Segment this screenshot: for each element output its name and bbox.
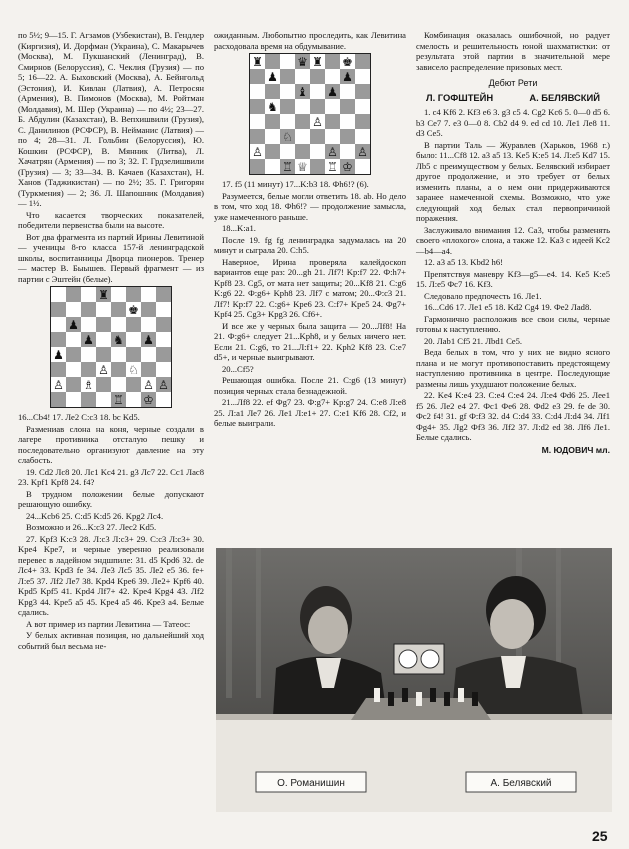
chess-piece: ♛	[297, 55, 308, 69]
chess-piece: ♕	[297, 160, 308, 174]
moves: 19. Cd2 Лc8 20. Лc1 Kc4 21. g3 Лc7 22. Cc1 Лac8 23. Kpf1 Kpf8 24. f4?	[18, 466, 204, 487]
paragraph: После 19. fg fg ленинградка задумалась на 20 минут и сыграла 20. C:h5.	[214, 234, 406, 255]
moves: 17. f5 (11 минут) 17...K:b3 18. Фh6!? (6).	[222, 179, 369, 189]
photo-chess-piece	[402, 688, 408, 702]
chess-piece: ♚	[342, 55, 353, 69]
chess-piece: ♘	[282, 130, 293, 144]
paragraph: А вот пример из партии Левитина — Татеос:	[26, 618, 191, 629]
chess-diagram-2	[249, 53, 371, 175]
paragraph: Размениав слона на коня, черные создали в лагере противника отсталую пешку и последовательно организуют давление на эту слабость.	[18, 423, 204, 465]
chess-piece: ♙	[312, 115, 323, 129]
moves: 18...K:a1.	[222, 223, 256, 233]
opening-title: Дебют Рети	[488, 78, 538, 88]
chess-piece: ♙	[357, 145, 368, 159]
moves: 24...Kcb6 25. C:d5 K:d5 26. Kpg2 Лc4.	[26, 510, 164, 521]
chess-piece: ♜	[98, 288, 109, 302]
moves: 20. Лab1 Cf5 21. Лbd1 Ce5.	[424, 335, 523, 346]
chess-piece: ♙	[327, 145, 338, 159]
white-player: Л. ГОФШТЕЙН	[426, 91, 494, 103]
chess-piece: ♟	[68, 318, 79, 332]
moves: 22. Ke4 K:e4 23. C:e4 C:e4 24. Л:e4 Фd6 25. Лee1 f5 26. Лe2 e4 27. Фc1 Фe6 28. Фd2 e3 29. fe de 30. Фc2 f4! 31. gf Ф:f3 32. d4 C:d4 33. C:d4 Л:d4 34. Лf1 Фg4+ 35. Лg2 Фf3 36. Лf2 37. Л:d2 ed 38. Лf6 Лe1. Белые сдались.	[416, 390, 610, 442]
paragraph: Следовало предпочесть 16. Лe1.	[424, 290, 542, 301]
chess-piece: ♖	[327, 160, 338, 174]
paragraph: Разумеется, белые могли ответить 18. ab. Но дело в том, что ход 18. Фh6!? — продолжение замысла, уже намеченного раньше.	[214, 190, 406, 222]
black-player: А. БЕЛЯВСКИЙ	[529, 91, 600, 103]
paragraph: У белых активная позиция, но дальнейший ход событий был весьма не-	[18, 630, 204, 651]
players-line	[426, 93, 600, 104]
paragraph: Возможно и 26...K:c3 27. Лec2 Kd5.	[26, 522, 157, 532]
chess-piece: ♗	[83, 378, 94, 392]
paragraph: Гармонично расположив все свои силы, черные готовы к наступлению.	[416, 313, 610, 334]
chess-piece: ♝	[297, 85, 308, 99]
moves: 16...Cd6 17. Лe1 e5 18. Kd2 Cg4 19. Фe2 Лad8.	[424, 302, 592, 312]
chess-piece: ♟	[143, 333, 154, 347]
plate-left: О. Романишин	[277, 778, 345, 789]
chess-piece: ♙	[252, 145, 263, 159]
page-number: 25	[592, 828, 608, 844]
photo-chess-piece	[374, 688, 380, 702]
chess-piece: ♙	[143, 378, 154, 392]
paragraph: Заслуживало внимания 12. Ca3, чтобы разменять своего «плохого» слона, а также 12. Ka3 с идеей Kc2—b4—a4.	[416, 224, 610, 256]
text-column-right	[416, 30, 610, 455]
text-column-middle	[214, 30, 406, 430]
author-signature: М. ЮДОВИЧ мл.	[541, 444, 610, 455]
chessboard-grid	[51, 287, 171, 407]
chess-piece: ♜	[252, 55, 263, 69]
photo-chess-piece	[472, 692, 478, 706]
paragraph: Наверное, Ирина проверяла калейдоскоп вариантов еще раз: 20...gh 21. Лf7! Kp:f7 22. Ф:h7+ Kpf8 23. Cg5, от мата нет защиты; 20...Kf8 21. C:g6 K:g6 22. Ф:g6+ Kph8 23. Лf7 с матом; 20...Ф:c3 21. Лf7! Kp:f7 22. C:g6+ Kpe6 23. C:f7+ Kpe5 24. Фg7+ Kpf4 25. Cg3+ Kpg3 26. Cf6+.	[214, 256, 406, 319]
paragraph: В трудном положении белые допускают решающую ошибку.	[18, 488, 204, 509]
paragraph: Что касается творческих показателей, победители первенства были на высоте.	[18, 209, 204, 230]
moves: 1. c4 Kf6 2. Kf3 e6 3. g3 c5 4. Cg2 Kc6 5. 0—0 d5 6. b3 Ce7 7. e3 0—0 8. Cb2 d4 9. ed cd 10. Лe1 Лe8 11. d3 Ce5.	[416, 107, 610, 138]
paragraph: И все же у черных была защита — 20...Лf8! На 21. Ф:g6+ следует 21...Kph8, и у белых ничего нет. Если 21. C:g6, то 21...Л:f1+ 22. Kph2 Kf8 23. C:e7 d5+, и черные выигрывают.	[214, 320, 406, 362]
plate-right: А. Белявский	[490, 778, 552, 789]
text-column-left	[18, 30, 204, 652]
chess-piece: ♖	[282, 160, 293, 174]
chess-piece: ♟	[327, 85, 338, 99]
chess-piece: ♟	[83, 333, 94, 347]
chessboard-grid	[250, 54, 370, 174]
chess-piece: ♜	[312, 55, 323, 69]
chess-piece: ♟	[53, 348, 64, 362]
photo-chess-piece	[458, 688, 464, 702]
paragraph: Решающая ошибка. После 21. C:g6 (13 минут) позиция черных стала безнадежной.	[214, 375, 406, 396]
chess-piece: ♙	[158, 378, 169, 392]
chess-piece: ♘	[128, 363, 139, 377]
paragraph: Препятствуя маневру Kf3—g5—e4. 14. Ke5 K:e5 15. Л:e5 Фc7 16. Kf3.	[416, 268, 610, 289]
photo-chess-piece	[444, 692, 450, 706]
chess-piece: ♞	[113, 333, 124, 347]
tournament-photo	[216, 548, 612, 812]
paragraph: ожиданным. Любопытно проследить, как Левитина расходовала время на обдумывание.	[214, 30, 406, 51]
chess-piece: ♟	[342, 70, 353, 84]
paragraph: Веда белых в том, что у них не видно ясного плана и не могут противопоставить предстоящему наступлению противника в центре. Последующие размены лишь ухудшают положение белых.	[416, 347, 610, 389]
chess-piece: ♙	[53, 378, 64, 392]
moves: 20...Cf5?	[222, 363, 254, 374]
photo-chess-piece	[416, 692, 422, 706]
moves: 12. a3 a5 13. Kbd2 h6!	[424, 257, 504, 267]
chess-piece: ♔	[342, 160, 353, 174]
paragraph: В партии Таль — Журавлев (Харьков, 1968 г.) было: 11...Cf8 12. a3 a5 13. Ke5 K:e5 14. Л:e5 Kd7 15. Лb5 с преимуществом у белых. Белявский избирает другое продолжение, и это требует от белых изменить планы, а о нем они придерживаются заранее намеченной схемы. Возможно, что уже следующий ход белых стал первопричиной поражения.	[416, 139, 610, 223]
paragraph: Вот два фрагмента из партий Ирины Левитиной — ученицы 8-го класса 157-й ленинградской школы, воспитанницы Дворца пионеров. Тренер — мастер В. Быышев. Первый фрагмент — из партии с Эштейн (белые).	[18, 231, 204, 284]
moves: 21...Лf8 22. ef Фg7 23. Ф:g7+ Kp:g7 24. C:e8 Л:e8 25. Л:a1 Лe7 26. Лe1 Л:e1+ 27. C:e1 Kf6 28. Cf2, и белые выиграли.	[214, 397, 406, 428]
chess-piece: ♞	[267, 100, 278, 114]
chess-piece: ♚	[128, 303, 139, 317]
moves: 16...Cb4! 17. Ле2 C:c3 18. bc Kd5.	[18, 412, 140, 422]
paragraph: Комбинация оказалась ошибочной, но радует смелость и решительность юной шахматистки: от результата этой партии в значительной мере зависело распределение призовых мест.	[416, 30, 610, 72]
chess-piece: ♖	[113, 393, 124, 407]
chess-piece: ♔	[143, 393, 154, 407]
chess-diagram-1	[50, 286, 172, 408]
chess-piece: ♙	[98, 363, 109, 377]
chess-piece: ♟	[267, 70, 278, 84]
moves: 27. Kpf3 K:c3 28. Л:c3 Л:c3+ 29. C:c3 Л:c3+ 30. Kpe4 Kpe7, и черные уверенно реализовали перевес в ладейном эндшпиле: 31. d5 Kpd6 32. de Лc4+ 33. Kpd3 fe 34. Лe3 Лc5 35. Лe2 e5 36. fe+ Л:e5 37. Лf2 Лe7 38. Kpd4 Kpe6 39. Лe2+ Kpf6 40. Kpd5 Kpf5 41. Kpd4 Лf7+ 42. Kpe4 Kpg4 43. Лf2 Kpg3 44. Kpe5 a5 45. Kpe4 a5 46. Kpe3 a4. Белые сдались.	[18, 533, 204, 617]
photo-chess-piece	[430, 688, 436, 702]
results-paragraph: по 5½; 9—15. Г. Агзамов (Узбекистан), В. Гендлер (Киргизия), И. Дорфман (Украина), С. Макарычев (Москва), М. Пукшанский (Ленинград), В. Смирнов (Белоруссия), С. Чеклия (Грузия) — по 5; 16—22. А. Быховский (Москва), А. Бейнгольд (Эстония), И. Кивлан (Латвия), А. Петросян (Армения), В. Пимонов (Москва), М. Ройтман (Молдавия), М. Шер (Украина) — по 4½; 23—27. Б. Абдулин (Казахстан), В. Вепхишвили (Грузия), С. Данилинов (РСФСР), В. Нейманис (Латвия) — по 4; 28—31. Л. Гольбин (Белоруссия), Ю. Кошкин (РСФСР), В. Мянник (Литва), Л. Хачатрян (Армения) — по 3; 32. Г. Грдзелишвили (Грузия) — 3; 33—34. В. Качаев (Казахстан), Н. Ханов (Таджикистан) — по 2½; 35. Г. Григорян (Туркмения) — 2; 36. Л. Шапошник (Молдавия) — 1½.	[18, 30, 204, 208]
photo-chess-piece	[388, 692, 394, 706]
photo-illustration	[216, 548, 612, 812]
